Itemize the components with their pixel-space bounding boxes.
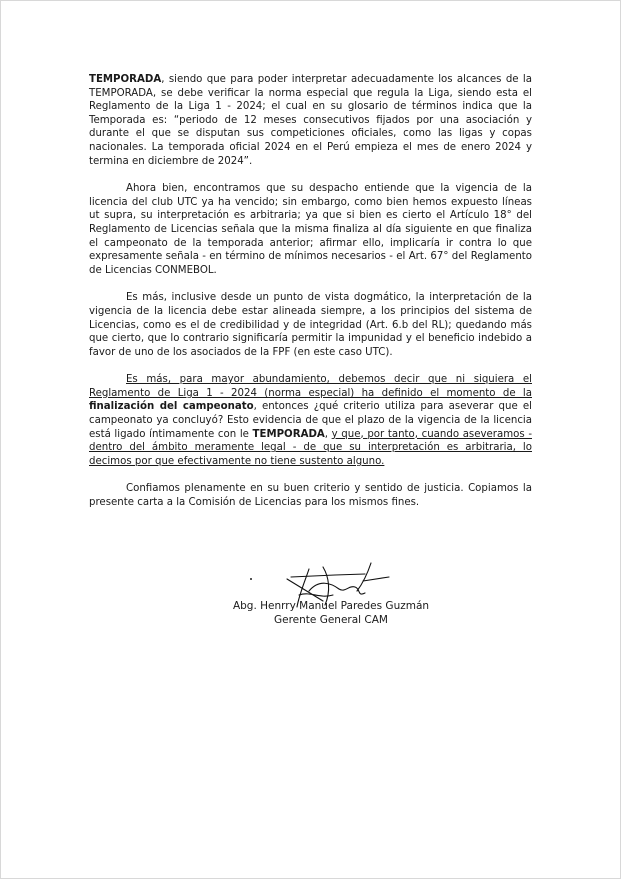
signatory [201,599,461,627]
paragraph-licencia-utc: Ahora bien, encontramos que su despacho entiende que la vigencia de la licencia del club UTC ya ha vencido; sin embargo, como bien hemos expuesto líneas ut supra, su interpretación es arbitraria; ya que si bien es cierto el Artículo 18° del Reglamento de Licencias señala que la misma finaliza al día siguiente en que finaliza el campeonato de la temporada anterior; afirmar ello, implicaría ir contra lo que expresamente señala - en término de mínimos necesarios - el Art. 67° del Reglamento de Licencias CONMEBOL. [89,183,532,276]
paragraph-abundamiento: Es más, para mayor abundamiento, debemos decir que ni siquiera el Reglamento de Liga 1 - 2024 (norma especial) ha definido el momento de la finalización del campeonato, entonces ¿qué criterio utiliza para aseverar que el campeonato ya concluyó? Esto evidencia de que el plazo de la vigencia de la licencia está ligado íntimamente con le TEMPORADA, y que, por tanto, cuando aseveramos - dentro del ámbito meramente legal - de que su interpretación es arbitraria, lo decimos por que efectivamente no tiene sustento alguno. [89,374,532,467]
bold-term-temporada: TEMPORADA [89,74,162,85]
bold-finalizacion: finalización del campeonato [89,401,254,413]
paragraph-temporada: TEMPORADA, siendo que para poder interpretar adecuadamente los alcances de la TEMPORADA, se debe verificar la norma especial que regula la Liga, siendo esta el Reglamento de la Liga 1 - 2024; el cual en su glosario de términos indica que la Temporada es: “periodo de 12 meses consecutivos fijados por una asociación y durante el que se disputan sus competiciones oficiales, como las ligas y copas nacionales. La temporada oficial 2024 en el Perú empieza el mes de enero 2024 y termina en diciembre de 2024”. [89,74,532,167]
bold-temporada: TEMPORADA [252,428,325,440]
paragraph-interpretacion: Es más, inclusive desde un punto de vista dogmático, la interpretación de la vigencia de la licencia debe estar alineada siempre, a los principios del sistema de Licencias, como es el de credibilidad y de integridad (Art. 6.b del RL); quedando más que cierto, que lo contrario significaría permitir la impunidad y el beneficio indebido a favor de uno de los asociados de la FPF (en este caso UTC). [89,292,532,358]
signature-block [201,561,461,631]
signatory-title: Gerente General CAM [273,614,388,626]
signatory-name: Abg. Henrry Manuel Paredes Guzmán [232,600,430,612]
paragraph-closing: Confiamos plenamente en su buen criterio y sentido de justicia. Copiamos la presente carta a la Comisión de Licencias para los mismos fines. [89,483,532,509]
letter-body [89,73,532,524]
